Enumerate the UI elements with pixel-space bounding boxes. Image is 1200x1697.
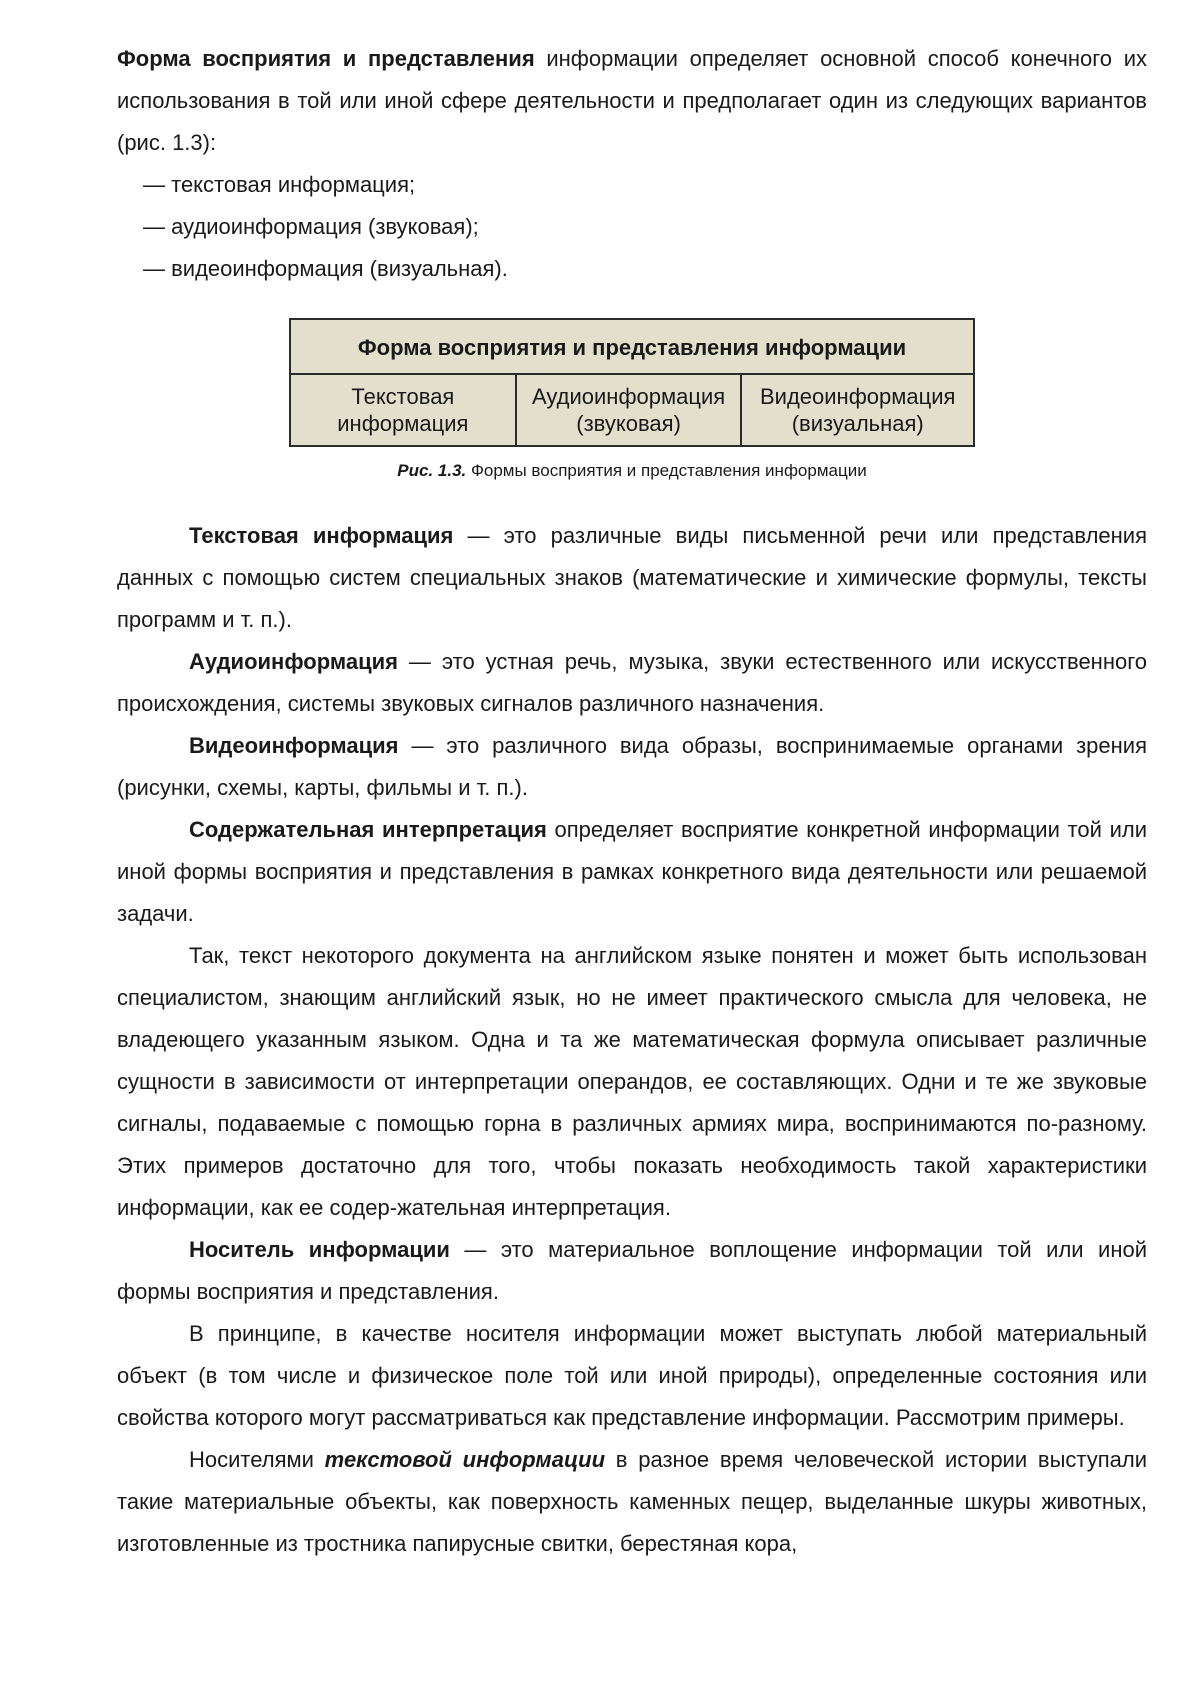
figure-cell-video: Видеоинформация (визуальная) xyxy=(741,374,974,446)
paragraph-text: в разное время человеческой истории выступали такие материальные объекты, как поверхность каменных пещер, выделанные шкуры животных, изготовленные из тростника папирусные свитки, берестяная кора, xyxy=(117,1447,1147,1556)
paragraph-text: Так, текст некоторого документа на английском языке понятен и может быть использован специалистом, знающим английский язык, но не имеет практического смысла для человека, не владеющего указанным языком. Одна и та же математическая формула описывает различные сущности в зависимости от интерпретации операндов, ее составляющих. Одни и те же звуковые сигналы, подаваемые с помощью горна в различных армиях мира, воспринимаются по-разному. Этих примеров достаточно для того, чтобы показать необходимость такой характеристики информации, как ее содер-жательная интерпретация. xyxy=(117,943,1147,1220)
figure-table xyxy=(289,318,975,447)
paragraph-term-italic: текстовой информации xyxy=(324,1447,606,1472)
paragraph-video-info xyxy=(117,725,1147,809)
paragraph-text: Носителями xyxy=(189,1447,325,1472)
list-item: — аудиоинформация (звуковая); xyxy=(143,214,479,239)
paragraph-carrier xyxy=(117,1229,1147,1313)
paragraph-term: Носитель информации xyxy=(189,1237,450,1262)
paragraph-text-carriers xyxy=(117,1439,1147,1565)
paragraph-term: Видеоинформация xyxy=(189,733,399,758)
paragraph-text: определяет восприятие конкретной информации той или иной формы восприятия и представления в рамках конкретного вида деятельности или решаемой задачи. xyxy=(117,817,1147,926)
caption-text: Формы восприятия и представления информации xyxy=(466,461,867,480)
paragraph-text: — это материальное воплощение информации той или иной формы восприятия и представления. xyxy=(117,1237,1147,1304)
paragraph-interpretation xyxy=(117,809,1147,935)
caption-number: Рис. 1.3. xyxy=(397,461,467,480)
list-item: — видеоинформация (визуальная). xyxy=(143,256,508,281)
paragraph-text: — это различные виды письменной речи или представления данных с помощью систем специальных знаков (математические и химические формулы, тексты программ и т. п.). xyxy=(117,523,1148,632)
paragraph-principle xyxy=(117,1313,1147,1439)
intro-text: информации определяет основной способ конечного их использования в той или иной сфере деятельности и предполагает один из следующих вариантов (рис. 1.3): xyxy=(117,46,1147,155)
paragraph-text: — это различного вида образы, воспринимаемые органами зрения (рисунки, схемы, карты, фильмы и т. п.). xyxy=(117,733,1147,800)
paragraph-term: Аудиоинформация xyxy=(189,649,398,674)
figure-1-3 xyxy=(117,318,1147,481)
paragraph-term: Текстовая информация xyxy=(189,523,454,548)
figure-caption xyxy=(117,461,1147,481)
figure-cell-audio: Аудиоинформация (звуковая) xyxy=(516,374,742,446)
paragraph-text-info xyxy=(117,515,1147,641)
paragraph-examples xyxy=(117,935,1147,1229)
list-item: — текстовая информация; xyxy=(143,172,416,197)
figure-cell-text: Текстовая информация xyxy=(290,374,516,446)
paragraph-text: В принципе, в качестве носителя информации может выступать любой материальный объект (в том числе и физическое поле той или иной природы), определенные состояния или свойства которого могут рассматриваться как представление информации. Рассмотрим примеры. xyxy=(117,1321,1147,1430)
paragraph-text: — это устная речь, музыка, звуки естественного или искусственного происхождения, системы звуковых сигналов различного назначения. xyxy=(117,649,1147,716)
document-page xyxy=(117,38,1147,1565)
paragraph-audio-info xyxy=(117,641,1147,725)
figure-header: Форма восприятия и представления информации xyxy=(290,319,974,374)
intro-term: Форма восприятия и представления xyxy=(117,46,535,71)
intro-paragraph xyxy=(117,38,1147,164)
paragraph-term: Содержательная интерпретация xyxy=(189,817,547,842)
